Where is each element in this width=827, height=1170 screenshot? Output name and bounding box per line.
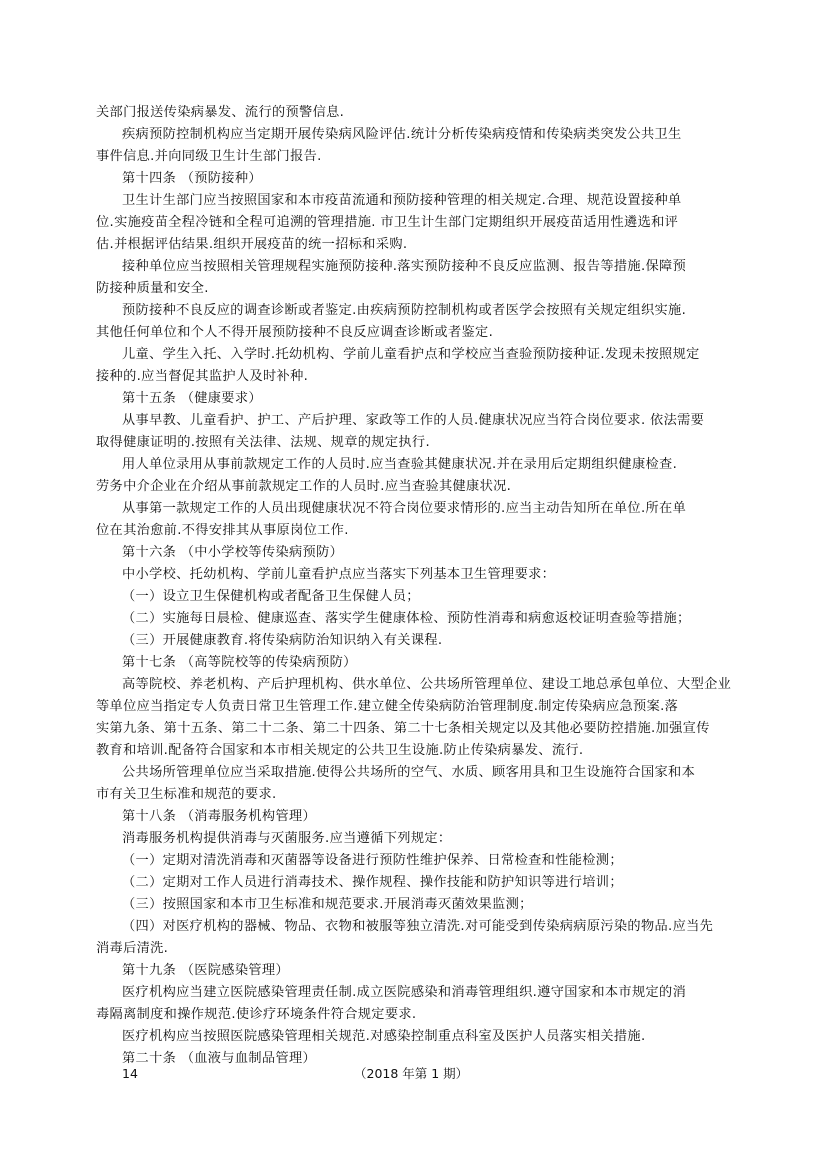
text-line: 毒隔离制度和操作规范.使诊疗环境条件符合规定要求. [96,1007,417,1022]
text-line: 卫生计生部门应当按照国家和本市疫苗流通和预防接种管理的相关规定.合理、规范设置接种单 [122,193,682,208]
article-heading: 第十八条 （消毒服务机构管理） [122,809,317,824]
text-line: 高等院校、养老机构、产后护理机构、供水单位、公共场所管理单位、建设工地总承包单位、大型企业 [122,677,732,692]
text-line: 劳务中介企业在介绍从事前款规定工作的人员时.应当查验其健康状况. [96,479,512,494]
list-item: （一）设立卫生保健机构或者配备卫生保健人员； [122,589,420,604]
article-heading: 第十五条 （健康要求） [122,391,262,406]
list-item: （一）定期对清洗消毒和灭菌器等设备进行预防性维护保养、日常检查和性能检测； [122,853,623,868]
text-line: 估.并根据评估结果.组织开展疫苗的统一招标和采购. [96,237,408,252]
text-line: 位.实施疫苗全程冷链和全程可追溯的管理措施. 市卫生计生部门定期组织开展疫苗适用性遴选和评 [96,215,679,230]
issue-label: （2018 年第 1 期） [354,1066,469,1081]
text-line: 事件信息.并向同级卫生计生部门报告. [96,149,322,164]
text-line: 消毒服务机构提供消毒与灭菌服务.应当遵循下列规定： [122,831,452,846]
text-line: 接种单位应当按照相关管理规程实施预防接种.落实预防接种不良反应监测、报告等措施.保障预 [122,259,687,274]
text-line: 关部门报送传染病暴发、流行的预警信息. [96,105,345,120]
text-line: 预防接种不良反应的调查诊断或者鉴定.由疾病预防控制机构或者医学会按照有关规定组织实施. [122,303,687,318]
text-line: 从事早教、儿童看护、护工、产后护理、家政等工作的人员.健康状况应当符合岗位要求. 依法需要 [122,413,705,428]
article-heading: 第二十条 （血液与血制品管理） [122,1051,317,1066]
text-line: 从事第一款规定工作的人员出现健康状况不符合岗位要求情形的.应当主动告知所在单位.所在单 [122,501,687,516]
text-line: 儿童、学生入托、入学时.托幼机构、学前儿童看护点和学校应当查验预防接种证.发现未按照规定 [122,347,700,362]
text-line: 疾病预防控制机构应当定期开展传染病风险评估.统计分析传染病疫情和传染病类突发公共卫生 [122,127,682,142]
article-heading: 第十九条 （医院感染管理） [122,963,289,978]
page-number: 14 [122,1066,138,1081]
list-item: （三）开展健康教育.将传染病防治知识纳入有关课程. [122,633,443,648]
text-line: 实第九条、第十五条、第二十二条、第二十四条、第二十七条相关规定以及其他必要防控措施.加强宣传 [96,721,710,736]
text-line: 等单位应当指定专人负责日常卫生管理工作.建立健全传染病防治管理制度.制定传染病应急预案.落 [96,699,679,714]
text-line: 消毒后清洗. [96,941,169,956]
list-item: （三）按照国家和本市卫生标准和规范要求.开展消毒灭菌效果监测； [122,897,533,912]
article-heading: 第十六条 （中小学校等传染病预防） [122,545,344,560]
list-item: （四）对医疗机构的器械、物品、衣物和被服等独立清洗.对可能受到传染病病原污染的物品.应当先 [122,919,714,934]
text-line: 其他任何单位和个人不得开展预防接种不良反应调查诊断或者鉴定. [96,325,494,340]
text-line: 中小学校、托幼机构、学前儿童看护点应当落实下列基本卫生管理要求： [122,567,556,582]
text-line: 市有关卫生标准和规范的要求. [96,787,277,802]
text-line: 接种的.应当督促其监护人及时补种. [96,369,309,384]
article-heading: 第十四条 （预防接种） [122,171,262,186]
article-heading: 第十七条 （高等院校等的传染病预防） [122,655,357,670]
list-item: （二）定期对工作人员进行消毒技术、操作规程、操作技能和防护知识等进行培训； [122,875,623,890]
text-line: 用人单位录用从事前款规定工作的人员时.应当查验其健康状况.并在录用后定期组织健康检查. [122,457,678,472]
text-line: 取得健康证明的.按照有关法律、法规、规章的规定执行. [96,435,430,450]
text-line: 防接种质量和安全. [96,281,209,296]
text-line: 公共场所管理单位应当采取措施.使得公共场所的空气、水质、顾客用具和卫生设施符合国家和本 [122,765,696,780]
page-footer [0,1063,827,1085]
text-line: 位在其治愈前.不得安排其从事原岗位工作. [96,523,349,538]
text-line: 教育和培训.配备符合国家和本市相关规定的公共卫生设施.防止传染病暴发、流行. [96,743,584,758]
text-line: 医疗机构应当建立医院感染管理责任制.成立医院感染和消毒管理组织.遵守国家和本市规定的消 [122,985,687,1000]
body-text [96,102,736,1070]
list-item: （二）实施每日晨检、健康巡查、落实学生健康体检、预防性消毒和病愈返校证明查验等措施； [122,611,691,626]
text-line: 医疗机构应当按照医院感染管理相关规范.对感染控制重点科室及医护人员落实相关措施. [122,1029,646,1044]
